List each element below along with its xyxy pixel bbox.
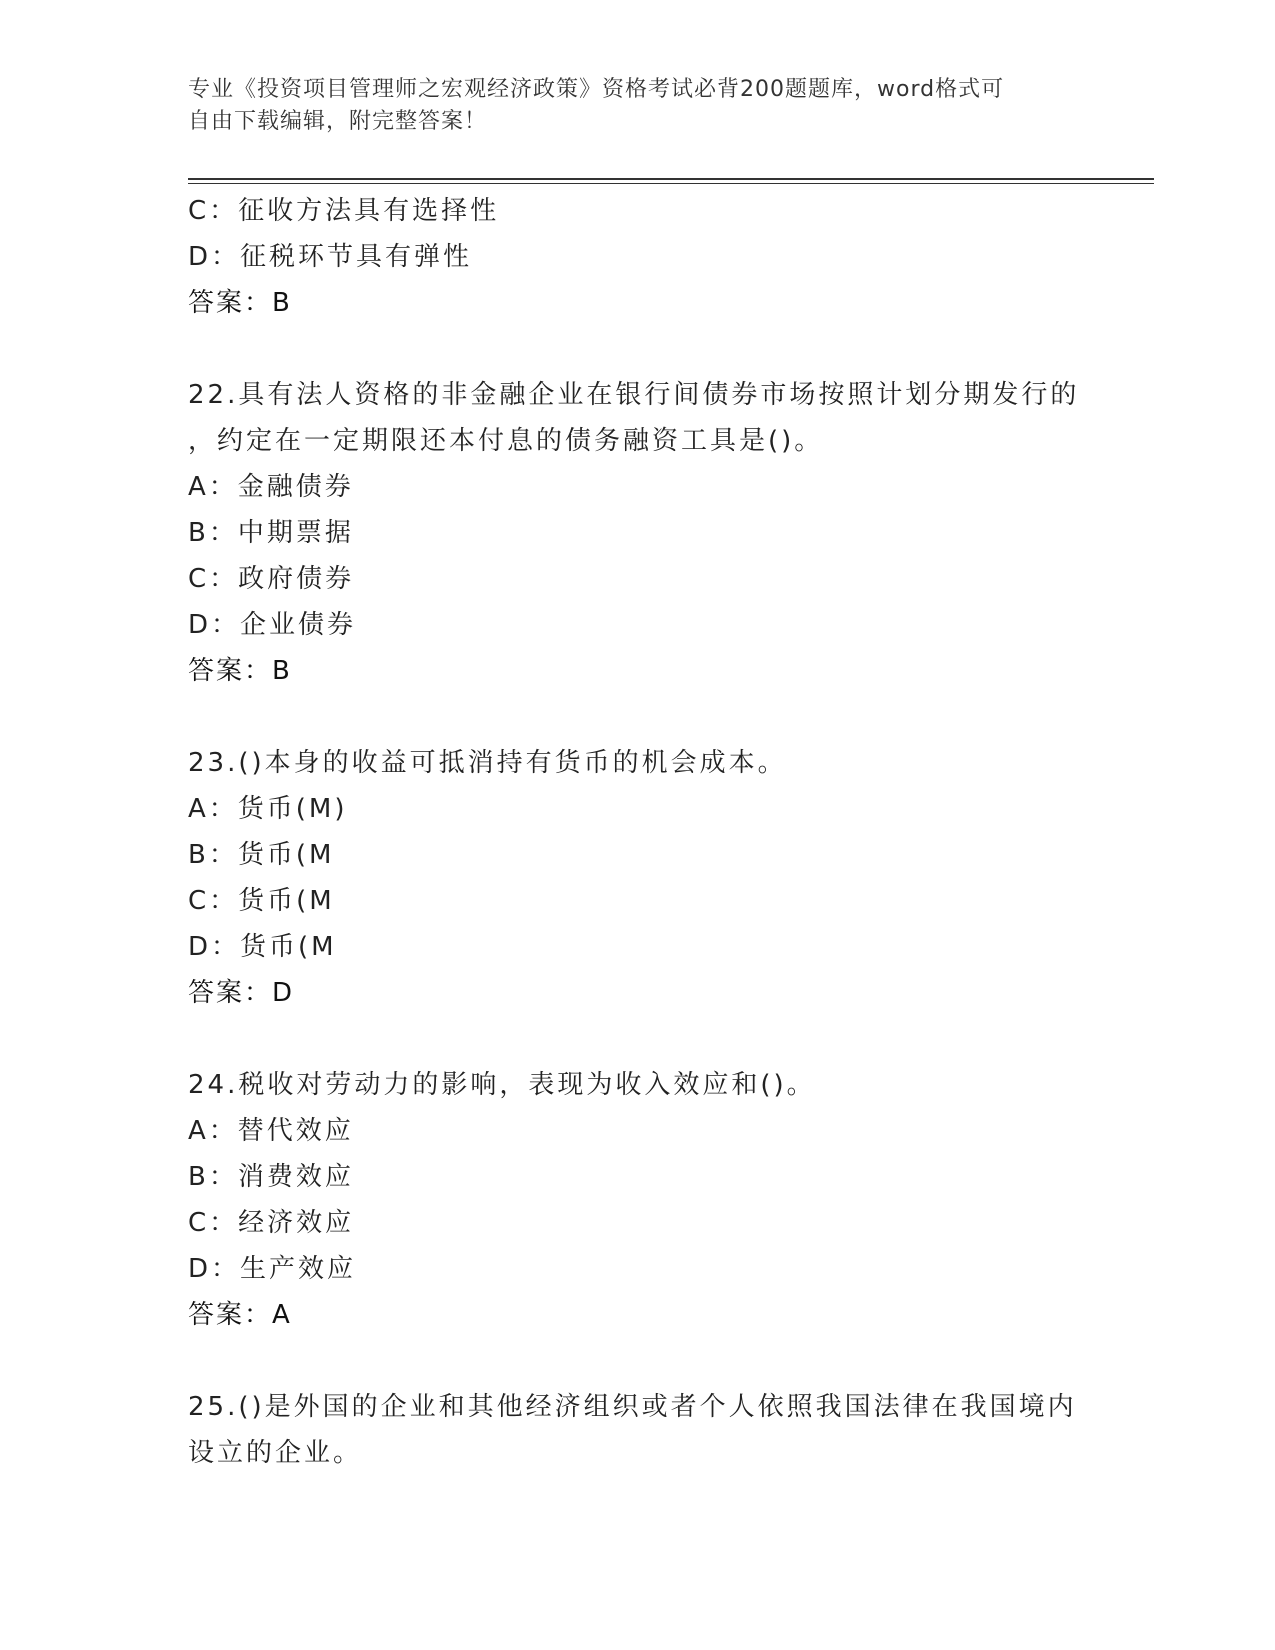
document-header — [188, 74, 1068, 138]
question-block-22 — [188, 372, 1088, 694]
question-list — [188, 188, 1088, 1476]
option-a: A：货币(M) — [188, 794, 348, 824]
option-d: D：生产效应 — [188, 1254, 357, 1284]
spacer — [188, 694, 1088, 740]
header-line-1: 专业《投资项目管理师之宏观经济政策》资格考试必背200题题库，word格式可 — [188, 77, 1005, 102]
option-b: B：中期票据 — [188, 518, 354, 548]
option-d: D：企业债券 — [188, 610, 357, 640]
spacer — [188, 326, 1088, 372]
question-block-25 — [188, 1384, 1088, 1476]
option-d: D：货币(M — [188, 932, 337, 962]
answer-line: 答案：D — [188, 978, 295, 1008]
header-line-2: 自由下载编辑，附完整答案！ — [188, 109, 488, 134]
option-b: B：货币(M — [188, 840, 335, 870]
question-stem-continued: ，约定在一定期限还本付息的债务融资工具是()。 — [188, 426, 824, 456]
option-c: C：征收方法具有选择性 — [188, 196, 500, 226]
question-block-23 — [188, 740, 1088, 1016]
answer-line: 答案：B — [188, 288, 292, 318]
question-stem: 22.具有法人资格的非金融企业在银行间债券市场按照计划分期发行的 — [188, 380, 1080, 410]
option-c: C：经济效应 — [188, 1208, 355, 1238]
question-block-21-tail — [188, 188, 1088, 326]
option-a: A：金融债券 — [188, 472, 354, 502]
answer-line: 答案：A — [188, 1300, 292, 1330]
question-stem-continued: 设立的企业。 — [188, 1438, 363, 1468]
question-stem: 25.()是外国的企业和其他经济组织或者个人依照我国法律在我国境内 — [188, 1392, 1077, 1422]
option-a: A：替代效应 — [188, 1116, 354, 1146]
question-stem: 23.()本身的收益可抵消持有货币的机会成本。 — [188, 748, 787, 778]
option-c: C：政府债券 — [188, 564, 355, 594]
spacer — [188, 1016, 1088, 1062]
question-block-24 — [188, 1062, 1088, 1338]
header-rule-thick — [188, 178, 1154, 180]
question-stem: 24.税收对劳动力的影响，表现为收入效应和()。 — [188, 1070, 816, 1100]
option-b: B：消费效应 — [188, 1162, 354, 1192]
answer-line: 答案：B — [188, 656, 292, 686]
spacer — [188, 1338, 1088, 1384]
option-d: D：征税环节具有弹性 — [188, 242, 473, 272]
option-c: C：货币(M — [188, 886, 335, 916]
header-rule-thin — [188, 183, 1154, 184]
